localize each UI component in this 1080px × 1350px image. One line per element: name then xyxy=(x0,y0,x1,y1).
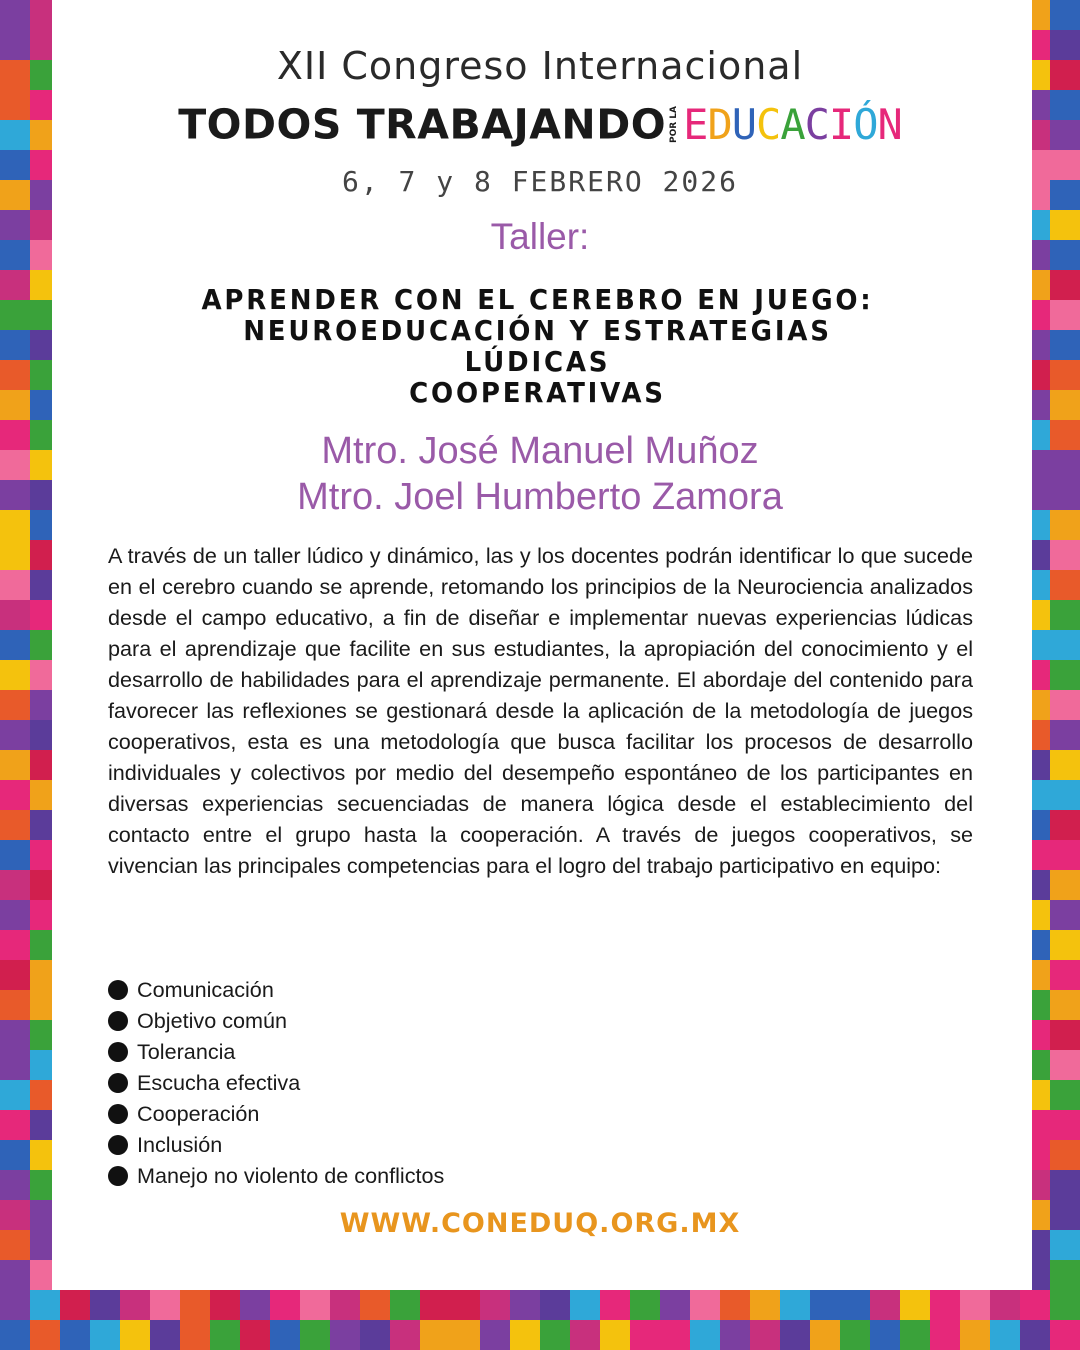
mosaic-tile xyxy=(840,1320,870,1350)
brand-letter: C xyxy=(804,100,829,149)
mosaic-tile xyxy=(540,1320,570,1350)
mosaic-tile xyxy=(240,1320,270,1350)
workshop-title-line: APRENDER CON EL CEREBRO EN JUEGO: xyxy=(201,283,874,316)
mosaic-tile xyxy=(1050,330,1080,360)
mosaic-tile xyxy=(270,1290,300,1320)
mosaic-tile xyxy=(1050,660,1080,690)
mosaic-tile xyxy=(1050,1110,1080,1140)
mosaic-tile xyxy=(1020,1320,1050,1350)
list-item xyxy=(108,974,444,1005)
mosaic-tile xyxy=(120,1320,150,1350)
bullet-icon xyxy=(108,1166,128,1186)
workshop-title-line: COOPERATIVAS xyxy=(409,376,666,409)
mosaic-tile xyxy=(0,1260,30,1290)
mosaic-tile xyxy=(0,930,30,960)
list-item-label: Cooperación xyxy=(137,1101,260,1126)
mosaic-tile xyxy=(0,1140,30,1170)
list-item xyxy=(108,1036,444,1067)
mosaic-tile xyxy=(1050,900,1080,930)
mosaic-tile xyxy=(0,1320,30,1350)
website-link[interactable]: WWW.CONEDUQ.ORG.MX xyxy=(339,1208,741,1239)
mosaic-tile xyxy=(0,1290,30,1320)
mosaic-tile xyxy=(210,1290,240,1320)
mosaic-tile xyxy=(510,1320,540,1350)
mosaic-tile xyxy=(0,750,30,780)
mosaic-tile xyxy=(720,1290,750,1320)
mosaic-tile xyxy=(330,1320,360,1350)
mosaic-tile xyxy=(990,1320,1020,1350)
mosaic-tile xyxy=(0,1170,30,1200)
bullet-icon xyxy=(108,1135,128,1155)
mosaic-tile xyxy=(1050,1320,1080,1350)
speaker-name: Mtro. José Manuel Muñoz xyxy=(321,430,759,472)
brand-letter: C xyxy=(756,100,781,149)
mosaic-tile xyxy=(870,1320,900,1350)
event-dates: 6, 7 y 8 FEBRERO 2026 xyxy=(341,165,738,198)
mosaic-tile xyxy=(930,1320,960,1350)
mosaic-tile xyxy=(660,1290,690,1320)
mosaic-tile xyxy=(1050,360,1080,390)
mosaic-tile xyxy=(780,1320,810,1350)
mosaic-tile xyxy=(810,1320,840,1350)
mosaic-tile xyxy=(1050,960,1080,990)
mosaic-tile xyxy=(690,1320,720,1350)
list-item-label: Objetivo común xyxy=(137,1008,288,1033)
mosaic-tile xyxy=(420,1320,450,1350)
list-item-label: Manejo no violento de conflictos xyxy=(137,1163,445,1188)
mosaic-tile xyxy=(300,1320,330,1350)
mosaic-tile xyxy=(0,1020,30,1050)
mosaic-tile xyxy=(0,1050,30,1080)
list-item-label: Comunicación xyxy=(137,977,274,1002)
mosaic-tile xyxy=(0,1080,30,1110)
mosaic-tile xyxy=(420,1290,450,1320)
mosaic-tile xyxy=(150,1320,180,1350)
mosaic-tile xyxy=(0,330,30,360)
mosaic-tile xyxy=(0,810,30,840)
mosaic-tile xyxy=(240,1290,270,1320)
mosaic-tile xyxy=(1050,630,1080,660)
brand-bold-text: TODOS TRABAJANDO xyxy=(178,100,667,149)
mosaic-tile xyxy=(1050,540,1080,570)
mosaic-tile xyxy=(0,540,30,570)
mosaic-tile xyxy=(0,360,30,390)
bullet-icon xyxy=(108,1073,128,1093)
mosaic-tile xyxy=(1050,870,1080,900)
brand-colored-word xyxy=(683,100,902,149)
mosaic-tile xyxy=(0,870,30,900)
mosaic-tile xyxy=(900,1290,930,1320)
mosaic-tile xyxy=(1050,810,1080,840)
mosaic-tile xyxy=(510,1290,540,1320)
brand-letter: Ó xyxy=(853,100,878,149)
mosaic-tile xyxy=(60,1290,90,1320)
mosaic-tile xyxy=(480,1320,510,1350)
speaker-name: Mtro. Joel Humberto Zamora xyxy=(297,476,783,518)
mosaic-tile xyxy=(1050,1140,1080,1170)
brand-letter: E xyxy=(683,100,708,149)
mosaic-tile xyxy=(1050,390,1080,420)
mosaic-tile xyxy=(270,1320,300,1350)
mosaic-tile xyxy=(600,1290,630,1320)
mosaic-tile xyxy=(1050,1260,1080,1290)
mosaic-tile xyxy=(390,1290,420,1320)
list-item-label: Tolerancia xyxy=(137,1039,236,1064)
bullet-icon xyxy=(108,1104,128,1124)
mosaic-tile xyxy=(1050,1050,1080,1080)
mosaic-tile xyxy=(840,1290,870,1320)
list-item xyxy=(108,1098,444,1129)
brand-small-text: POR LA xyxy=(669,105,680,143)
mosaic-tile xyxy=(0,690,30,720)
competencies-list xyxy=(108,974,444,1191)
mosaic-tile xyxy=(1050,750,1080,780)
list-item xyxy=(108,1005,444,1036)
mosaic-tile xyxy=(120,1290,150,1320)
mosaic-tile xyxy=(1050,1020,1080,1050)
mosaic-tile xyxy=(1050,570,1080,600)
congress-brand xyxy=(0,100,1080,149)
mosaic-tile xyxy=(450,1320,480,1350)
mosaic-tile xyxy=(1050,0,1080,30)
mosaic-tile xyxy=(1050,270,1080,300)
mosaic-tile xyxy=(0,570,30,600)
mosaic-tile xyxy=(720,1320,750,1350)
mosaic-tile xyxy=(1050,780,1080,810)
mosaic-tile xyxy=(330,1290,360,1320)
brand-letter: D xyxy=(707,100,732,149)
mosaic-tile xyxy=(0,780,30,810)
mosaic-tile xyxy=(990,1290,1020,1320)
list-item xyxy=(108,1160,444,1191)
mosaic-tile xyxy=(0,720,30,750)
mosaic-tile xyxy=(660,1320,690,1350)
mosaic-tile xyxy=(0,300,30,330)
bullet-icon xyxy=(108,1011,128,1031)
mosaic-tile xyxy=(30,1290,60,1320)
workshop-title-line: NEUROEDUCACIÓN Y ESTRATEGIAS LÚDICAS xyxy=(243,314,832,378)
mosaic-tile xyxy=(480,1290,510,1320)
mosaic-tile xyxy=(1050,690,1080,720)
mosaic-tile xyxy=(450,1290,480,1320)
mosaic-tile xyxy=(960,1320,990,1350)
mosaic-tile xyxy=(960,1290,990,1320)
mosaic-tile xyxy=(360,1290,390,1320)
mosaic-tile xyxy=(630,1320,660,1350)
mosaic-tile xyxy=(870,1290,900,1320)
mosaic-tile xyxy=(1050,300,1080,330)
list-item xyxy=(108,1129,444,1160)
mosaic-tile xyxy=(90,1290,120,1320)
mosaic-tile xyxy=(1050,930,1080,960)
mosaic-tile xyxy=(570,1320,600,1350)
brand-letter: N xyxy=(877,100,902,149)
list-item xyxy=(108,1067,444,1098)
mosaic-tile xyxy=(30,1320,60,1350)
mosaic-tile xyxy=(1050,1290,1080,1320)
mosaic-tile xyxy=(300,1290,330,1320)
mosaic-tile xyxy=(1050,840,1080,870)
mosaic-tile xyxy=(0,900,30,930)
mosaic-tile xyxy=(780,1290,810,1320)
mosaic-tile xyxy=(90,1320,120,1350)
workshop-title xyxy=(177,284,898,408)
mosaic-tile xyxy=(0,660,30,690)
mosaic-tile xyxy=(180,1290,210,1320)
mosaic-tile xyxy=(1050,990,1080,1020)
mosaic-tile xyxy=(930,1290,960,1320)
mosaic-tile xyxy=(1050,1170,1080,1200)
mosaic-tile xyxy=(750,1320,780,1350)
mosaic-tile xyxy=(690,1290,720,1320)
mosaic-tile xyxy=(390,1320,420,1350)
brand-letter: A xyxy=(780,100,805,149)
mosaic-tile xyxy=(180,1320,210,1350)
list-item-label: Inclusión xyxy=(137,1132,223,1157)
mosaic-tile xyxy=(210,1320,240,1350)
mosaic-tile xyxy=(360,1320,390,1350)
bullet-icon xyxy=(108,980,128,1000)
mosaic-tile xyxy=(570,1290,600,1320)
workshop-description: A través de un taller lúdico y dinámico, las y los docentes podrán identificar lo que sucede en el cerebro cuando se aprende, retomando los principios de la Neurociencia analizados desde el campo educativo, a fin de diseñar e implementar nuevas experiencias lúdicas para el aprendizaje que facilite en sus estudiantes, la apropiación del conocimiento y el desarrollo de habilidades para el aprendizaje permanente. El abordaje del contenido para favorecer las reflexiones se gestionará desde la aplicación de la metodología de juegos cooperativos, esta es una metodología que busca facilitar los procesos de desarrollo individuales y colectivos por medio del desempeño espontáneo de los participantes en diversas experiencias secuenciadas de manera lógica desde el establecimiento del contacto entre el grupo hasta la cooperación. A través de juegos cooperativos, se vivencian las principales competencias para el logro del trabajo participativo en equipo: xyxy=(108,543,973,878)
mosaic-tile xyxy=(1050,720,1080,750)
mosaic-tile xyxy=(600,1320,630,1350)
mosaic-tile xyxy=(0,600,30,630)
mosaic-tile xyxy=(540,1290,570,1320)
mosaic-tile xyxy=(750,1290,780,1320)
mosaic-tile xyxy=(60,1320,90,1350)
mosaic-tile xyxy=(0,270,30,300)
mosaic-tile xyxy=(900,1320,930,1350)
mosaic-tile xyxy=(0,1110,30,1140)
mosaic-tile xyxy=(810,1290,840,1320)
brand-letter: U xyxy=(731,100,757,149)
workshop-type-label: Taller: xyxy=(490,216,590,257)
mosaic-tile xyxy=(150,1290,180,1320)
mosaic-tile xyxy=(1050,1080,1080,1110)
mosaic-tile xyxy=(0,0,30,30)
mosaic-tile xyxy=(0,630,30,660)
mosaic-tile xyxy=(630,1290,660,1320)
mosaic-tile xyxy=(1020,1290,1050,1320)
mosaic-tile xyxy=(0,840,30,870)
brand-letter: I xyxy=(828,100,854,149)
congress-title: XII Congreso Internacional xyxy=(276,44,804,88)
mosaic-tile xyxy=(0,990,30,1020)
mosaic-tile xyxy=(1050,600,1080,630)
list-item-label: Escucha efectiva xyxy=(137,1070,301,1095)
bullet-icon xyxy=(108,1042,128,1062)
mosaic-tile xyxy=(0,960,30,990)
mosaic-tile xyxy=(0,390,30,420)
